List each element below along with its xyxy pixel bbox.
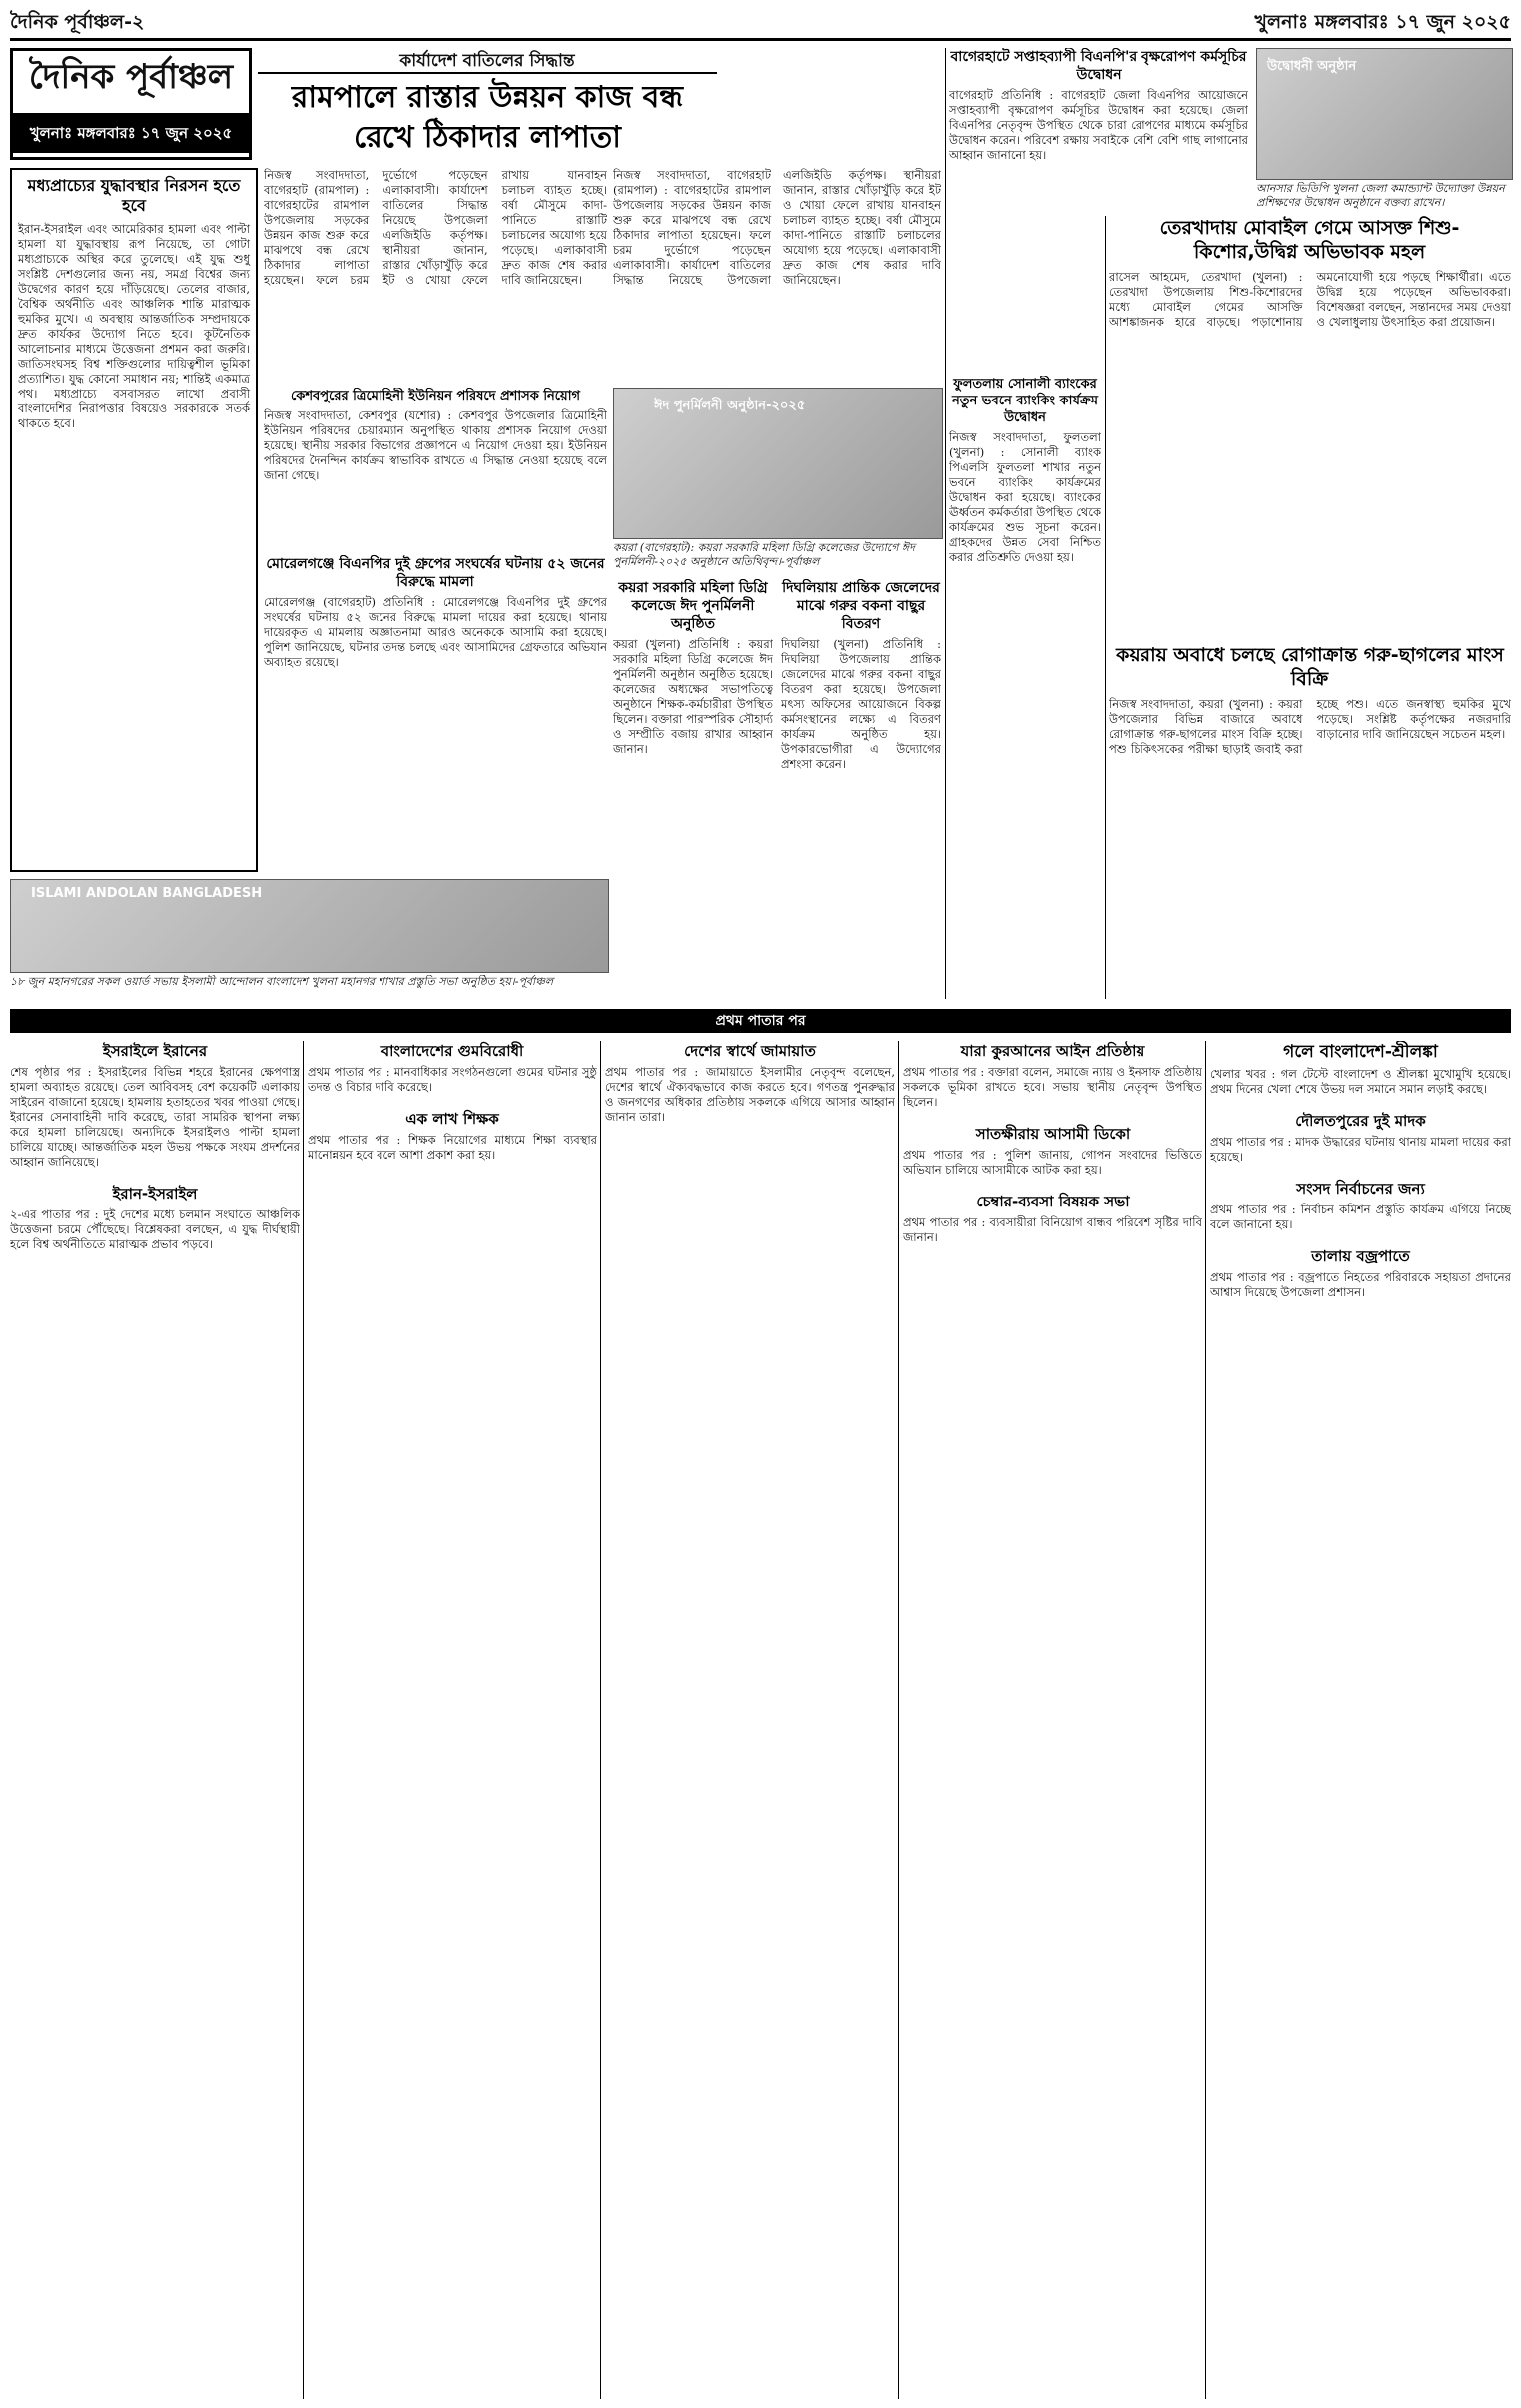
masthead-name: দৈনিক পূর্বাঞ্চল [28, 57, 234, 97]
mid-article-2-body: মোরেলগঞ্জ (বাগেরহাট) প্রতিনিধি : মোরেলগঞ্জে বিএনপির দুই গ্রুপের সংঘর্ষের ঘটনায় ৫২ জনের বিরুদ্ধে মামলা দায়ের করা হয়েছে। থানায় দায়েরকৃত এ মামলায় অজ্ঞাতনামা আরও অনেককে আসামি করা হয়েছে। পুলিশ জানিয়েছে, ঘটনার তদন্ত চলছে এবং আসামিদের গ্রেফতারে অভিযান অব্যাহত রয়েছে। [264, 595, 607, 669]
mid-photo [613, 388, 943, 539]
mid-article-2 [264, 555, 607, 873]
bottom-article-3-body: প্রথম পাতার পর : জামায়াতে ইসলামীর নেতৃবৃন্দ বলেছেন, দেশের স্বার্থে ঐক্যবদ্ধভাবে কাজ করতে হবে। গণতন্ত্র পুনরুদ্ধার ও জনগণের অধিকার প্রতিষ্ঠায় সকলকে এগিয়ে আসার আহ্বান জানান তারা। [605, 1065, 895, 1124]
bottom-article-9-title: গলে বাংলাদেশ-শ্রীলঙ্কা [1283, 1042, 1438, 1062]
bottom-article-6-title: বাংলাদেশের গুমবিরোধী [380, 1042, 524, 1060]
bottom-article-12-title: তালায় বজ্রপাতে [1311, 1247, 1410, 1265]
bottom-article-1-title: ইসরাইলে ইরানের [102, 1042, 208, 1060]
continuation-banner-text: প্রথম পাতার পর [715, 1013, 806, 1029]
mid-article-4-title: দিঘলিয়ায় প্রান্তিক জেলেদের মাঝে গরুর বকনা বাছুর বিতরণ [782, 580, 940, 632]
bottom-article-10-body: প্রথম পাতার পর : মাদক উদ্ধারের ঘটনায় থানায় মামলা দায়ের করা হয়েছে। [1210, 1135, 1511, 1164]
bottom-article-1-body: শেষ পৃষ্ঠার পর : ইসরাইলের বিভিন্ন শহরে ইরানের ক্ষেপণাস্ত্র হামলা অব্যাহত রয়েছে। তেল আবিবসহ বেশ কয়েকটি এলাকায় সাইরেন বাজানো হয়েছে। হামলায় হতাহতের খবর পাওয়া গেছে। ইরানের সেনাবাহিনী দাবি করেছে, তারা সামরিক স্থাপনা লক্ষ্য করে হামলা চালিয়েছে। অন্যদিকে ইসরাইলও পাল্টা হামলা চালিয়ে যাচ্ছে। আন্তর্জাতিক মহল উভয় পক্ষকে সংযম প্রদর্শনের আহ্বান জানিয়েছে। [10, 1065, 300, 1169]
left-article-title: মধ্যপ্রাচ্যের যুদ্ধাবস্থার নিরসন হতে হবে [27, 176, 241, 215]
right-article-4-body: নিজস্ব সংবাদদাতা, কয়রা (খুলনা) : কয়রা উপজেলার বিভিন্ন বাজারে অবাধে রোগাক্রান্ত গরু-ছাগলের মাংস বিক্রি হচ্ছে। পশু চিকিৎসকের পরীক্ষা ছাড়াই জবাই করা হচ্ছে পশু। এতে জনস্বাস্থ্য হুমকির মুখে পড়েছে। সংশ্লিষ্ট কর্তৃপক্ষের নজরদারি বাড়ানোর দাবি জানিয়েছেন সচেতন মহল। [1109, 697, 1511, 756]
lead-headline: রামপালে রাস্তার উন্নয়ন কাজ বন্ধ রেখে ঠিকাদার লাপাতা [291, 80, 684, 155]
mid-article-1-body: নিজস্ব সংবাদদাতা, কেশবপুর (যশোর) : কেশবপুর উপজেলার ত্রিমোহিনী ইউনিয়ন পরিষদের চেয়ারম্যান অনুপস্থিত থাকায় প্রশাসক নিয়োগ দেওয়া হয়েছে। স্থানীয় সরকার বিভাগের প্রজ্ঞাপনে এ নিয়োগ দেওয়া হয়। ইউনিয়ন পরিষদের দৈনন্দিন কার্যক্রম স্বাভাবিক রাখতে এ সিদ্ধান্ত নেওয়া হয়েছে বলে জানা গেছে। [264, 408, 607, 482]
bottom-article-4-body: প্রথম পাতার পর : বক্তারা বলেন, সমাজে ন্যায় ও ইনসাফ প্রতিষ্ঠায় সকলকে ভূমিকা রাখতে হবে। সভায় স্থানীয় নেতৃবৃন্দ উপস্থিত ছিলেন। [903, 1065, 1202, 1109]
mid-article-1 [264, 388, 607, 547]
lead-kicker: কার্যাদেশ বাতিলের সিদ্ধান্ত [258, 48, 717, 74]
bottom-col-5 [1210, 1041, 1511, 2399]
right-article-3-title: ফুলতলায় সোনালী ব্যাংকের নতুন ভবনে ব্যাংকিং কার্যক্রম উদ্বোধন [952, 377, 1098, 425]
right-photo-caption: আনসার ভিডিপি খুলনা জেলা কমান্ড্যান্ট উদ্যোক্তা উন্নয়ন প্রশিক্ষণের উদ্বোধন অনুষ্ঠানে বক্তব্য রাখেন। [1256, 182, 1505, 209]
bottom-article-5-body: প্রথম পাতার পর : পুলিশ জানায়, গোপন সংবাদের ভিত্তিতে অভিযান চালিয়ে আসামীকে আটক করা হয়। [903, 1148, 1202, 1177]
left-photo-caption: ১৮ জুন মহানগরের সকল ওয়ার্ড সভায় ইসলামী আন্দোলন বাংলাদেশ খুলনা মহানগর শাখার প্রস্তুতি সভা অনুষ্ঠিত হয়।-পূর্বাঞ্চল [10, 975, 554, 988]
left-photo [10, 879, 609, 973]
mid-article-4 [781, 579, 941, 999]
mid-photo-caption: কয়রা (বাগেরহাট): কয়রা সরকারি মহিলা ডিগ্রি কলেজের উদ্যোগে ঈদ পুনর্মিলনী-২০২৫ অনুষ্ঠানে অতিথিবৃন্দ।-পূর্বাঞ্চল [613, 541, 915, 568]
bottom-article-11-body: প্রথম পাতার পর : নির্বাচন কমিশন প্রস্তুতি কার্যক্রম এগিয়ে নিচ্ছে বলে জানানো হয়। [1210, 1203, 1511, 1231]
right-article-2 [1109, 216, 1511, 635]
masthead-date: খুলনাঃ মঙ্গলবারঃ ১৭ জুন ২০২৫ [13, 113, 249, 153]
bottom-article-5-title: সাতক্ষীরায় আসামী ডিকো [975, 1125, 1131, 1143]
right-photo [1256, 48, 1513, 180]
right-article-2-body: রাসেল আহমেদ, তেরখাদা (খুলনা) : তেরখাদা উপজেলায় শিশু-কিশোরদের মধ্যে মোবাইল গেমের আসক্তি আশঙ্কাজনক হারে বাড়ছে। পড়াশোনায় অমনোযোগী হয়ে পড়ছে শিক্ষার্থীরা। এতে উদ্বিগ্ন হয়ে পড়েছেন অভিভাবকরা। বিশেষজ্ঞরা বলছেন, সন্তানদের সময় দেওয়া ও খেলাধুলায় উৎসাহিত করা প্রয়োজন। [1109, 270, 1511, 329]
bottom-col-2 [308, 1041, 597, 2399]
header-date: খুলনাঃ মঙ্গলবারঃ ১৭ জুন ২০২৫ [1254, 11, 1511, 33]
right-article-2-title: তেরখাদায় মোবাইল গেমে আসক্ত শিশু-কিশোর,উদ্বিগ্ন অভিভাবক মহল [1159, 217, 1460, 263]
page-header [10, 6, 1511, 34]
bottom-article-10-title: দৌলতপুরের দুই মাদক [1295, 1112, 1426, 1130]
column-divider [898, 1041, 899, 2399]
mid-article-2-title: মোরেলগঞ্জে বিএনপির দুই গ্রুপের সংঘর্ষের ঘটনায় ৫২ জনের বিরুদ্ধে মামলা [266, 556, 605, 590]
bottom-article-7-title: এক লাখ শিক্ষক [405, 1110, 499, 1128]
mid-article-3-body: কয়রা (খুলনা) প্রতিনিধি : কয়রা সরকারি মহিলা ডিগ্রি কলেজে ঈদ পুনর্মিলনী অনুষ্ঠান অনুষ্ঠিত হয়েছে। কলেজের অধ্যক্ষের সভাপতিত্বে অনুষ্ঠানে শিক্ষক-কর্মচারীরা উপস্থিত ছিলেন। বক্তারা পারস্পরিক সৌহার্দ্য ও সম্প্রীতি বজায় রাখার আহ্বান জানান। [613, 637, 773, 756]
bottom-article-8-title: চেম্বার-ব্যবসা বিষয়ক সভা [976, 1193, 1130, 1210]
right-article-1-body: বাগেরহাট প্রতিনিধি : বাগেরহাট জেলা বিএনপির আয়োজনে সপ্তাহব্যাপী বৃক্ষরোপণ কর্মসূচির উদ্বোধন করা হয়েছে। জেলা বিএনপির নেতৃবৃন্দ উপস্থিত থেকে চারা রোপণের মাধ্যমে কর্মসূচির উদ্বোধন করেন। পরিবেশ রক্ষায় সবাইকে বেশি বেশি গাছ লাগানোর আহ্বান জানানো হয়। [949, 88, 1248, 162]
bottom-article-2-body: ২-এর পাতার পর : দুই দেশের মধ্যে চলমান সংঘাতে আঞ্চলিক উত্তেজনা চরমে পৌঁছেছে। বিশ্লেষকরা বলছেন, এ যুদ্ধ দীর্ঘস্থায়ী হলে বিশ্ব অর্থনীতিতে মারাত্মক প্রভাব পড়বে। [10, 1207, 300, 1251]
mid-photo-banner: ঈদ পুনর্মিলনী অনুষ্ঠান-২০২৫ [654, 399, 806, 413]
bottom-article-3-title: দেশের স্বার্থে জামায়াত [684, 1042, 816, 1060]
column-divider [600, 1041, 601, 2399]
header-rule [10, 38, 1511, 41]
column-divider [303, 1041, 304, 2399]
bottom-article-12-body: প্রথম পাতার পর : বজ্রপাতে নিহতের পরিবারকে সহায়তা প্রদানের আশ্বাস দিয়েছে উপজেলা প্রশাসন। [1210, 1270, 1511, 1299]
bottom-article-9-body: খেলার খবর : গল টেস্টে বাংলাদেশ ও শ্রীলঙ্কা মুখোমুখি হয়েছে। প্রথম দিনের খেলা শেষে উভয় দল সমানে সমান লড়াই করছে। [1210, 1067, 1511, 1096]
mid-article-3-title: কয়রা সরকারি মহিলা ডিগ্রি কলেজে ঈদ পুনর্মিলনী অনুষ্ঠিত [618, 580, 768, 632]
continuation-banner [10, 1009, 1511, 1033]
left-article [10, 168, 258, 872]
lead-body: নিজস্ব সংবাদদাতা, বাগেরহাট (রামপাল) : বাগেরহাটের রামপাল উপজেলায় সড়কের উন্নয়ন কাজ শুরু করে মাঝপথে বন্ধ রেখে ঠিকাদার লাপাতা হয়েছেন। ফলে চরম দুর্ভোগে পড়েছেন এলাকাবাসী। কার্যাদেশ বাতিলের সিদ্ধান্ত নিয়েছে উপজেলা এলজিইডি কর্তৃপক্ষ। স্থানীয়রা জানান, রাস্তার খোঁড়াখুঁড়ি করে ইট ও খোয়া ফেলে রাখায় যানবাহন চলাচল ব্যাহত হচ্ছে। বর্ষা মৌসুমে কাদা-পানিতে রাস্তাটি চলাচলের অযোগ্য হয়ে পড়েছে। এলাকাবাসী দ্রুত কাজ শেষ করার দাবি জানিয়েছেন। [264, 168, 607, 287]
mid-article-4-body: দিঘলিয়া (খুলনা) প্রতিনিধি : দিঘলিয়া উপজেলায় প্রান্তিক জেলেদের মাঝে গরুর বকনা বাছুর বিতরণ করা হয়েছে। উপজেলা মৎস্য অফিসের আয়োজনে বিকল্প কর্মসংস্থানের লক্ষ্যে এ বিতরণ কার্যক্রম অনুষ্ঠিত হয়। উপকারভোগীরা এ উদ্যোগের প্রশংসা করেন। [781, 637, 941, 771]
left-photo-banner: ISLAMI ANDOLAN BANGLADESH [31, 886, 263, 901]
right-article-4-title: কয়রায় অবাধে চলছে রোগাক্রান্ত গরু-ছাগলের মাংস বিক্রি [1116, 644, 1504, 690]
column-divider [945, 48, 946, 999]
right-photo-banner: উদ্বোধনী অনুষ্ঠান [1267, 59, 1357, 74]
masthead [10, 48, 252, 160]
bottom-article-2-title: ইরান-ইসরাইল [112, 1185, 198, 1203]
mid-article-1-title: কেশবপুরের ত্রিমোহিনী ইউনিয়ন পরিষদে প্রশাসক নিয়োগ [291, 389, 580, 403]
bottom-article-7-body: প্রথম পাতার পর : শিক্ষক নিয়োগের মাধ্যমে শিক্ষা ব্যবস্থার মানোন্নয়ন হবে বলে আশা প্রকাশ করা হয়। [308, 1133, 597, 1162]
bottom-col-3 [605, 1041, 895, 2399]
bottom-article-6-body: প্রথম পাতার পর : মানবাধিকার সংগঠনগুলো গুমের ঘটনার সুষ্ঠু তদন্ত ও বিচার দাবি করেছে। [308, 1065, 597, 1094]
header-paper-page: দৈনিক পূর্বাঞ্চল-২ [10, 11, 145, 33]
right-article-1-title: বাগেরহাটে সপ্তাহব্যাপী বিএনপি'র বৃক্ষরোপণ কর্মসূচির উদ্বোধন [950, 49, 1247, 83]
bottom-article-4-title: যারা কুরআনের আইন প্রতিষ্ঠায় [960, 1042, 1145, 1060]
column-divider [1205, 1041, 1206, 2399]
right-article-3-body: নিজস্ব সংবাদদাতা, ফুলতলা (খুলনা) : সোনালী ব্যাংক পিএলসি ফুলতলা শাখার নতুন ভবনে ব্যাংকিং কার্যক্রমের উদ্বোধন করা হয়েছে। ব্যাংকের ঊর্ধ্বতন কর্মকর্তারা উপস্থিত থেকে কার্যক্রমের শুভ সূচনা করেন। গ্রাহকদের উন্নত সেবা নিশ্চিত করার প্রতিশ্রুতি দেওয়া হয়। [949, 430, 1101, 564]
mid-article-3 [613, 579, 773, 999]
right-article-4 [1109, 643, 1511, 998]
bottom-article-11-title: সংসদ নির্বাচনের জন্য [1296, 1180, 1425, 1198]
left-article-body: ইরান-ইসরাইল এবং আমেরিকার হামলা এবং পাল্টা হামলা যা যুদ্ধাবস্থায় রূপ নিয়েছে, তা গোটা মধ্যপ্রাচ্যকে অস্থির করে তুলেছে। এই যুদ্ধ শুধু সংশ্লিষ্ট দেশগুলোর জন্য নয়, সমগ্র বিশ্বের জন্য উদ্বেগের কারণ হয়ে দাঁড়িয়েছে। তেলের বাজার, বৈশ্বিক অর্থনীতি এবং আঞ্চলিক শান্তি মারাত্মক হুমকির মুখে। এ অবস্থায় আন্তর্জাতিক সম্প্রদায়কে দ্রুত কার্যকর উদ্যোগ নিতে হবে। কূটনৈতিক আলোচনার মাধ্যমে উত্তেজনা প্রশমন করা জরুরি। জাতিসংঘসহ বিশ্ব শক্তিগুলোর দায়িত্বশীল ভূমিকা প্রত্যাশিত। যুদ্ধ কোনো সমাধান নয়; শান্তিই একমাত্র পথ। মধ্যপ্রাচ্যে বসবাসরত লাখো প্রবাসী বাংলাদেশির নিরাপত্তার বিষয়েও সরকারকে সতর্ক থাকতে হবে। [18, 222, 250, 430]
mid-column-text: নিজস্ব সংবাদদাতা, বাগেরহাট (রামপাল) : বাগেরহাটের রামপাল উপজেলায় সড়কের উন্নয়ন কাজ শুরু করে মাঝপথে বন্ধ রেখে ঠিকাদার লাপাতা হয়েছেন। ফলে চরম দুর্ভোগে পড়েছেন এলাকাবাসী। কার্যাদেশ বাতিলের সিদ্ধান্ত নিয়েছে উপজেলা এলজিইডি কর্তৃপক্ষ। স্থানীয়রা জানান, রাস্তার খোঁড়াখুঁড়ি করে ইট ও খোয়া ফেলে রাখায় যানবাহন চলাচল ব্যাহত হচ্ছে। বর্ষা মৌসুমে কাদা-পানিতে রাস্তাটি চলাচলের অযোগ্য হয়ে পড়েছে। এলাকাবাসী দ্রুত কাজ শেষ করার দাবি জানিয়েছেন। [613, 168, 941, 287]
bottom-article-8-body: প্রথম পাতার পর : ব্যবসায়ীরা বিনিয়োগ বান্ধব পরিবেশ সৃষ্টির দাবি জানান। [903, 1215, 1202, 1244]
right-article-3 [949, 376, 1101, 995]
bottom-col-1 [10, 1041, 300, 2399]
column-divider [1105, 216, 1106, 999]
bottom-col-4 [903, 1041, 1202, 2399]
